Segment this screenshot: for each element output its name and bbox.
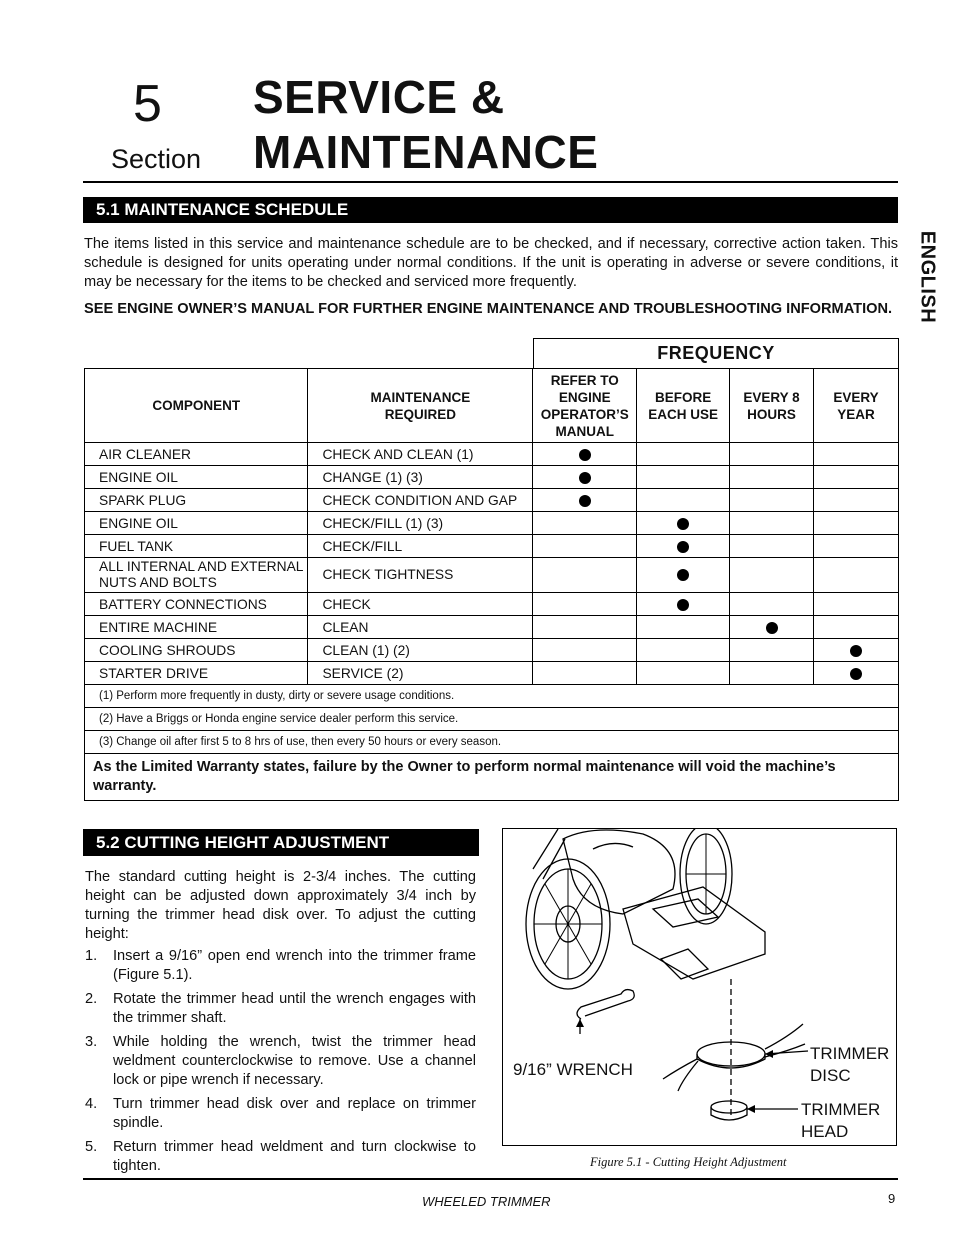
frequency-cell (637, 662, 730, 685)
step-number: 3. (85, 1034, 98, 1050)
step-number: 5. (85, 1139, 98, 1155)
engine-manual-notice: SEE ENGINE OWNER’S MANUAL FOR FURTHER ENGINE MAINTENANCE AND TROUBLESHOOTING INFORMATION. (84, 301, 893, 317)
frequency-cell (637, 489, 730, 512)
footnote: (1) Perform more frequently in dusty, dirty or severe usage conditions. (85, 685, 899, 708)
component-cell: AIR CLEANER (85, 443, 308, 466)
step-number: 2. (85, 991, 98, 1007)
maintenance-cell: CHECK CONDITION AND GAP (308, 489, 533, 512)
list-item (85, 990, 476, 1028)
top-rule (83, 181, 898, 183)
component-cell: STARTER DRIVE (85, 662, 308, 685)
frequency-cell (814, 558, 899, 593)
component-cell: ENTIRE MACHINE (85, 616, 308, 639)
frequency-cell (730, 489, 814, 512)
frequency-cell (814, 512, 899, 535)
language-tab-label: ENGLISH (916, 230, 939, 324)
cutting-height-intro: The standard cutting height is 2-3/4 inches. The cutting height can be adjusted down approximately 3/4 inch by turning the trimmer head disk over. To adjust the cutting height: (85, 869, 476, 942)
header-every-8-hours: EVERY 8 HOURS (730, 369, 814, 443)
step-text: Turn trimmer head disk over and replace on trimmer spindle. (113, 1096, 476, 1131)
header-refer-manual: REFER TO ENGINE OPERATOR’S MANUAL (533, 369, 637, 443)
frequency-cell (637, 593, 730, 616)
component-cell: COOLING SHROUDS (85, 639, 308, 662)
table-row (85, 662, 899, 685)
maintenance-cell: CHANGE (1) (3) (308, 466, 533, 489)
footnote: (2) Have a Briggs or Honda engine service dealer perform this service. (85, 708, 899, 731)
footer-title: WHEELED TRIMMER (422, 1194, 551, 1209)
maintenance-cell: CLEAN (1) (2) (308, 639, 533, 662)
component-cell: ALL INTERNAL AND EXTERNAL NUTS AND BOLTS (85, 558, 308, 593)
header-before-each-use: BEFORE EACH USE (637, 369, 730, 443)
frequency-cell (533, 558, 637, 593)
bottom-rule (83, 1178, 898, 1180)
step-text: Return trimmer head weldment and turn clockwise to tighten. (113, 1139, 476, 1174)
language-tab (902, 222, 952, 332)
frequency-cell (730, 443, 814, 466)
step-number: 4. (85, 1096, 98, 1112)
component-cell: FUEL TANK (85, 535, 308, 558)
schedule-intro-paragraph: The items listed in this service and maintenance schedule are to be checked, and if necessary, corrective action taken. This schedule is designed for units operating under normal conditions. If the unit is operating in adverse or severe conditions, it may be necessary for the items to be checked and serviced more frequently. (84, 236, 898, 290)
warranty-notice: As the Limited Warranty states, failure by the Owner to perform normal maintenance will void the machine’s warranty. (85, 754, 899, 801)
bullet-mark-icon (579, 449, 591, 461)
bullet-mark-icon (677, 569, 689, 581)
step-text: Insert a 9/16” open end wrench into the trimmer frame (Figure 5.1). (113, 948, 476, 983)
maintenance-cell: SERVICE (2) (308, 662, 533, 685)
trimmer-disc-label-line1: TRIMMER (810, 1044, 890, 1063)
section-5-2-heading: 5.2 CUTTING HEIGHT ADJUSTMENT (83, 829, 479, 856)
frequency-cell (533, 512, 637, 535)
table-row (85, 466, 899, 489)
frequency-cell (730, 639, 814, 662)
title-line-1: SERVICE & (253, 71, 505, 123)
frequency-cell (814, 466, 899, 489)
trimmer-disc-label (810, 1043, 889, 1087)
frequency-cell (637, 558, 730, 593)
trimmer-disc-label-line2: DISC (810, 1066, 851, 1085)
bullet-mark-icon (677, 541, 689, 553)
maintenance-cell: CHECK/FILL (1) (3) (308, 512, 533, 535)
table-row (85, 593, 899, 616)
component-cell: ENGINE OIL (85, 466, 308, 489)
table-row (85, 639, 899, 662)
bullet-mark-icon (677, 518, 689, 530)
figure-cutting-height (502, 828, 897, 1146)
section-number: 5 (133, 75, 162, 133)
frequency-cell (533, 535, 637, 558)
step-text: While holding the wrench, twist the trimmer head weldment counterclockwise to remove. Use a channel lock or pipe wrench if necessary. (113, 1034, 476, 1088)
frequency-cell (533, 443, 637, 466)
footnote: (3) Change oil after first 5 to 8 hrs of use, then every 50 hours or every season. (85, 731, 899, 754)
step-text: Rotate the trimmer head until the wrench engages with the trimmer shaft. (113, 991, 476, 1026)
table-row (85, 443, 899, 466)
frequency-cell (814, 639, 899, 662)
frequency-cell (730, 535, 814, 558)
component-cell: SPARK PLUG (85, 489, 308, 512)
page-title (253, 70, 598, 180)
frequency-cell (814, 616, 899, 639)
list-item (85, 1033, 476, 1090)
list-item (85, 1095, 476, 1133)
header-component: COMPONENT (85, 369, 308, 443)
bullet-mark-icon (579, 472, 591, 484)
component-cell: BATTERY CONNECTIONS (85, 593, 308, 616)
frequency-cell (533, 593, 637, 616)
frequency-cell (730, 593, 814, 616)
section-word: Section (111, 144, 202, 174)
component-cell: ENGINE OIL (85, 512, 308, 535)
maintenance-cell: CHECK/FILL (308, 535, 533, 558)
frequency-cell (814, 662, 899, 685)
maintenance-cell: CHECK AND CLEAN (1) (308, 443, 533, 466)
header-maintenance: MAINTENANCE REQUIRED (308, 369, 533, 443)
trimmer-head-label-line2: HEAD (801, 1122, 849, 1141)
frequency-cell (533, 616, 637, 639)
page-number: 9 (888, 1191, 896, 1206)
frequency-cell (814, 535, 899, 558)
table-header-row (85, 369, 899, 443)
warranty-row (85, 754, 899, 801)
frequency-cell (637, 512, 730, 535)
bullet-mark-icon (579, 495, 591, 507)
bullet-mark-icon (850, 645, 862, 657)
figure-caption: Figure 5.1 - Cutting Height Adjustment (590, 1155, 787, 1169)
note-row (85, 685, 899, 708)
frequency-cell (814, 443, 899, 466)
frequency-cell (533, 639, 637, 662)
frequency-cell (730, 558, 814, 593)
step-number: 1. (85, 948, 98, 964)
table-row (85, 558, 899, 593)
table-row (85, 535, 899, 558)
frequency-cell (533, 489, 637, 512)
frequency-cell (637, 616, 730, 639)
frequency-cell (730, 662, 814, 685)
maintenance-cell: CHECK (308, 593, 533, 616)
list-item (85, 1138, 476, 1176)
frequency-cell (637, 466, 730, 489)
bullet-mark-icon (677, 599, 689, 611)
adjustment-steps (85, 947, 476, 1181)
note-row (85, 731, 899, 754)
wrench-label: 9/16” WRENCH (513, 1060, 633, 1079)
frequency-cell (730, 512, 814, 535)
table-row (85, 616, 899, 639)
frequency-cell (637, 535, 730, 558)
frequency-cell (637, 443, 730, 466)
title-line-2: MAINTENANCE (253, 126, 599, 178)
frequency-cell (730, 616, 814, 639)
bullet-mark-icon (850, 668, 862, 680)
frequency-cell (533, 662, 637, 685)
maintenance-schedule-table (84, 368, 899, 801)
frequency-header: FREQUENCY (533, 338, 899, 369)
frequency-cell (730, 466, 814, 489)
header-every-year: EVERY YEAR (814, 369, 899, 443)
bullet-mark-icon (766, 622, 778, 634)
maintenance-cell: CLEAN (308, 616, 533, 639)
frequency-cell (637, 639, 730, 662)
section-5-1-heading: 5.1 MAINTENANCE SCHEDULE (83, 197, 898, 223)
list-item (85, 947, 476, 985)
table-row (85, 489, 899, 512)
frequency-cell (814, 489, 899, 512)
note-row (85, 708, 899, 731)
trimmer-head-label-line1: TRIMMER (801, 1100, 881, 1119)
frequency-cell (533, 466, 637, 489)
trimmer-head-label (801, 1099, 880, 1143)
frequency-cell (814, 593, 899, 616)
maintenance-cell: CHECK TIGHTNESS (308, 558, 533, 593)
table-row (85, 512, 899, 535)
